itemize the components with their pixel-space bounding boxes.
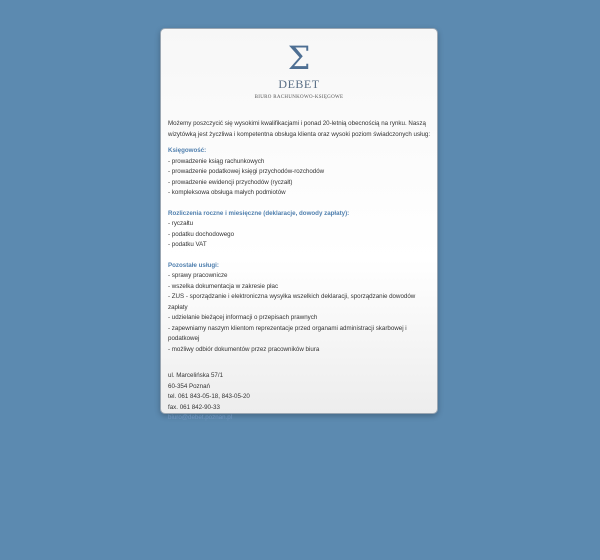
list-item: - podatku VAT xyxy=(168,241,207,248)
list-item: - kompleksowa obsługa małych podmiotów xyxy=(168,189,286,196)
sigma-logo-icon: Σ xyxy=(287,39,311,77)
section-settlements xyxy=(168,209,434,251)
main-content xyxy=(168,119,434,424)
address-fax: fax. 061 842-90-33 xyxy=(168,403,220,411)
contact-address xyxy=(168,371,434,424)
intro-text: Możemy poszczycić się wysokimi kwalifikacjami i ponad 20-letnią obecnością na rynku. Naszą wizytówką jest życzliwa i kompetentna obsługa klienta oraz wysoki poziom świadczonych usług: xyxy=(168,120,431,138)
list-item: - możliwy odbiór dokumentów przez pracowników biura xyxy=(168,345,320,353)
list-item: - prowadzenie ewidencji przychodów (ryczałt) xyxy=(168,178,293,186)
list-item: - prowadzenie podatkowej księgi przychodów-rozchodów xyxy=(168,168,325,175)
section-title: Pozostałe usługi: xyxy=(168,261,219,269)
list-item: - sprawy pracownicze xyxy=(168,272,228,279)
address-street: ul. Marcelińska 57/1 xyxy=(168,372,224,379)
company-name: DEBET xyxy=(278,77,320,91)
list-item: - zapewniamy naszym klientom reprezentacje przed organami administracji skarbowej i podatkowej xyxy=(168,324,407,342)
company-tagline: BIURO RACHUNKOWO-KSIĘGOWE xyxy=(254,95,344,100)
address-phone: tel. 061 843-05-18, 843-05-20 xyxy=(168,393,250,400)
list-item: - udzielanie bieżącej informacji o przepisach prawnych xyxy=(168,314,318,321)
list-item: - ryczałtu xyxy=(168,220,194,227)
address-city: 60-354 Poznań xyxy=(168,382,210,390)
section-title: Księgowość: xyxy=(168,147,207,154)
logo xyxy=(161,29,437,100)
list-item: - podatku dochodowego xyxy=(168,230,235,238)
email-link[interactable]: biuro@debet.poznan.pl xyxy=(168,414,233,421)
section-title: Rozliczenia roczne i miesięczne (deklaracje, dowody zapłaty): xyxy=(168,209,350,217)
list-item: - prowadzenie ksiąg rachunkowych xyxy=(168,157,265,165)
list-item: - wszelka dokumentacja w zakresie płac xyxy=(168,282,279,290)
section-accounting xyxy=(168,146,434,199)
content-card xyxy=(160,28,438,421)
list-item: - ZUS - sporządzanie i elektroniczna wysyłka wszelkich deklaracji, sporządzanie dowodów zapłaty xyxy=(168,293,416,311)
section-other-services xyxy=(168,261,434,356)
